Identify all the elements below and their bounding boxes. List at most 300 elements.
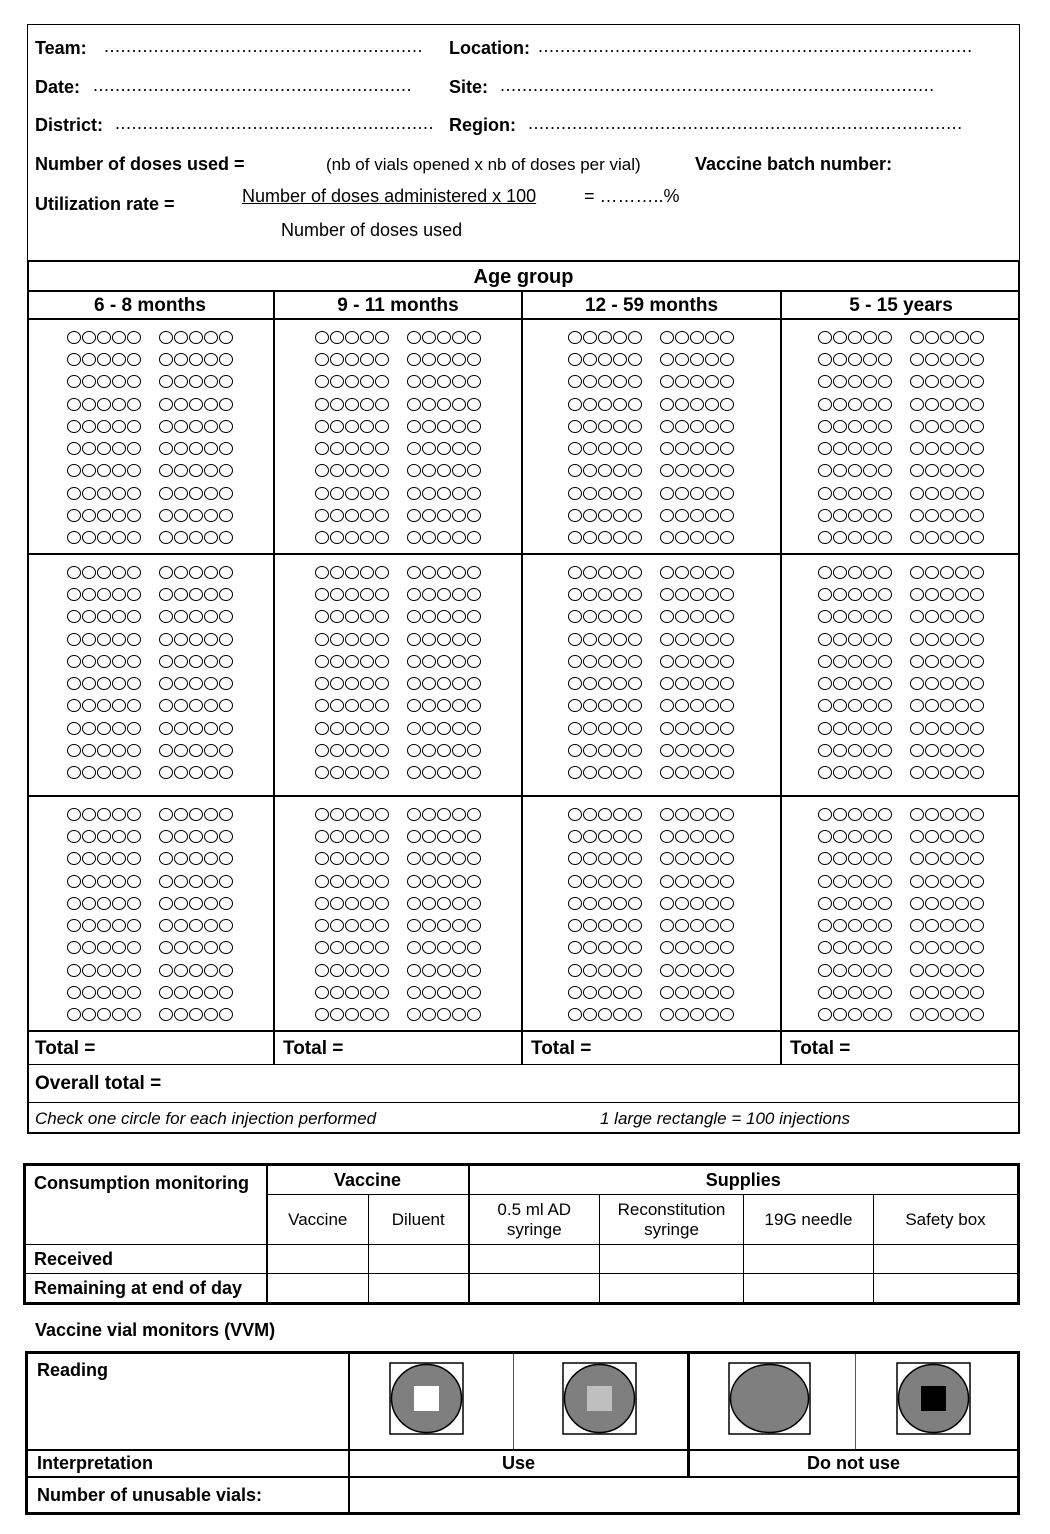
injection-circle[interactable]	[112, 442, 126, 455]
injection-circle[interactable]	[848, 875, 862, 888]
injection-circle[interactable]	[360, 588, 374, 601]
injection-circle[interactable]	[568, 588, 582, 601]
injection-circle[interactable]	[925, 808, 939, 821]
injection-circle[interactable]	[315, 964, 329, 977]
injection-circle[interactable]	[660, 487, 674, 500]
injection-circle[interactable]	[568, 808, 582, 821]
remaining-ad-syringe-cell[interactable]	[469, 1274, 600, 1304]
injection-circle[interactable]	[910, 420, 924, 433]
injection-circle[interactable]	[833, 1008, 847, 1021]
injection-circle[interactable]	[940, 398, 954, 411]
injection-circle[interactable]	[583, 331, 597, 344]
injection-circle[interactable]	[613, 610, 627, 623]
injection-circle[interactable]	[452, 353, 466, 366]
injection-circle[interactable]	[422, 398, 436, 411]
injection-circle[interactable]	[112, 1008, 126, 1021]
injection-circle[interactable]	[407, 808, 421, 821]
injection-circle[interactable]	[660, 677, 674, 690]
injection-circle[interactable]	[422, 353, 436, 366]
injection-circle[interactable]	[818, 1008, 832, 1021]
injection-circle[interactable]	[204, 964, 218, 977]
injection-circle[interactable]	[315, 875, 329, 888]
injection-circle[interactable]	[422, 699, 436, 712]
injection-circle[interactable]	[598, 722, 612, 735]
injection-circle[interactable]	[955, 766, 969, 779]
injection-circle[interactable]	[863, 420, 877, 433]
injection-circle[interactable]	[970, 655, 984, 668]
injection-circle[interactable]	[375, 588, 389, 601]
injection-circle[interactable]	[970, 531, 984, 544]
injection-circle[interactable]	[360, 487, 374, 500]
injection-circle[interactable]	[159, 722, 173, 735]
injection-circle[interactable]	[583, 1008, 597, 1021]
injection-circle[interactable]	[437, 808, 451, 821]
received-vaccine-cell[interactable]	[267, 1245, 369, 1274]
injection-circle[interactable]	[705, 875, 719, 888]
injection-circle[interactable]	[204, 655, 218, 668]
injection-circle[interactable]	[628, 808, 642, 821]
injection-circle[interactable]	[598, 852, 612, 865]
injection-circle[interactable]	[360, 610, 374, 623]
injection-circle[interactable]	[613, 442, 627, 455]
injection-circle[interactable]	[422, 655, 436, 668]
injection-circle[interactable]	[112, 588, 126, 601]
injection-circle[interactable]	[97, 852, 111, 865]
injection-circle[interactable]	[955, 633, 969, 646]
received-reconstitution-cell[interactable]	[600, 1245, 744, 1274]
injection-circle[interactable]	[452, 919, 466, 932]
injection-circle[interactable]	[675, 897, 689, 910]
injection-circle[interactable]	[174, 875, 188, 888]
injection-circle[interactable]	[598, 331, 612, 344]
injection-circle[interactable]	[174, 744, 188, 757]
injection-circle[interactable]	[452, 1008, 466, 1021]
injection-circle[interactable]	[940, 420, 954, 433]
injection-circle[interactable]	[345, 610, 359, 623]
injection-circle[interactable]	[82, 766, 96, 779]
injection-circle[interactable]	[174, 699, 188, 712]
injection-circle[interactable]	[818, 464, 832, 477]
injection-circle[interactable]	[467, 722, 481, 735]
injection-circle[interactable]	[675, 588, 689, 601]
injection-circle[interactable]	[67, 353, 81, 366]
injection-circle[interactable]	[452, 722, 466, 735]
injection-circle[interactable]	[878, 442, 892, 455]
injection-circle[interactable]	[174, 722, 188, 735]
injection-circle[interactable]	[910, 986, 924, 999]
injection-circle[interactable]	[690, 375, 704, 388]
injection-circle[interactable]	[315, 633, 329, 646]
injection-circle[interactable]	[833, 699, 847, 712]
injection-circle[interactable]	[219, 464, 233, 477]
injection-circle[interactable]	[720, 677, 734, 690]
injection-circle[interactable]	[159, 744, 173, 757]
injection-circle[interactable]	[598, 875, 612, 888]
injection-circle[interactable]	[848, 398, 862, 411]
injection-circle[interactable]	[204, 398, 218, 411]
injection-circle[interactable]	[112, 852, 126, 865]
injection-circle[interactable]	[613, 398, 627, 411]
injection-circle[interactable]	[925, 677, 939, 690]
injection-circle[interactable]	[863, 633, 877, 646]
injection-circle[interactable]	[422, 941, 436, 954]
injection-circle[interactable]	[925, 722, 939, 735]
injection-circle[interactable]	[598, 398, 612, 411]
injection-circle[interactable]	[568, 919, 582, 932]
injection-circle[interactable]	[204, 677, 218, 690]
injection-circle[interactable]	[375, 331, 389, 344]
injection-circle[interactable]	[82, 610, 96, 623]
injection-circle[interactable]	[189, 420, 203, 433]
injection-circle[interactable]	[82, 420, 96, 433]
injection-circle[interactable]	[315, 1008, 329, 1021]
injection-circle[interactable]	[437, 331, 451, 344]
injection-circle[interactable]	[660, 633, 674, 646]
injection-circle[interactable]	[422, 875, 436, 888]
injection-circle[interactable]	[970, 766, 984, 779]
overall-total-field[interactable]: Overall total =	[27, 1065, 1020, 1103]
injection-circle[interactable]	[598, 566, 612, 579]
injection-circle[interactable]	[360, 699, 374, 712]
injection-circle[interactable]	[174, 331, 188, 344]
injection-circle[interactable]	[613, 633, 627, 646]
injection-circle[interactable]	[690, 566, 704, 579]
injection-circle[interactable]	[422, 852, 436, 865]
injection-circle[interactable]	[422, 420, 436, 433]
injection-circle[interactable]	[863, 353, 877, 366]
injection-circle[interactable]	[360, 722, 374, 735]
injection-circle[interactable]	[467, 808, 481, 821]
injection-circle[interactable]	[407, 897, 421, 910]
injection-circle[interactable]	[613, 808, 627, 821]
injection-circle[interactable]	[925, 699, 939, 712]
injection-circle[interactable]	[910, 375, 924, 388]
injection-circle[interactable]	[407, 744, 421, 757]
injection-circle[interactable]	[315, 353, 329, 366]
injection-circle[interactable]	[833, 766, 847, 779]
injection-circle[interactable]	[112, 766, 126, 779]
injection-circle[interactable]	[833, 566, 847, 579]
injection-circle[interactable]	[97, 722, 111, 735]
site-field[interactable]: ...............................................................................	[500, 75, 935, 95]
injection-circle[interactable]	[848, 808, 862, 821]
injection-circle[interactable]	[910, 398, 924, 411]
injection-circle[interactable]	[628, 633, 642, 646]
injection-circle[interactable]	[345, 331, 359, 344]
injection-circle[interactable]	[583, 964, 597, 977]
injection-circle[interactable]	[910, 722, 924, 735]
injection-circle[interactable]	[818, 487, 832, 500]
injection-circle[interactable]	[204, 566, 218, 579]
injection-circle[interactable]	[375, 398, 389, 411]
injection-circle[interactable]	[437, 464, 451, 477]
injection-circle[interactable]	[437, 442, 451, 455]
injection-circle[interactable]	[112, 331, 126, 344]
injection-circle[interactable]	[360, 464, 374, 477]
injection-circle[interactable]	[598, 509, 612, 522]
injection-circle[interactable]	[67, 941, 81, 954]
injection-circle[interactable]	[568, 875, 582, 888]
injection-circle[interactable]	[910, 699, 924, 712]
injection-circle[interactable]	[848, 375, 862, 388]
injection-circle[interactable]	[452, 986, 466, 999]
injection-circle[interactable]	[452, 375, 466, 388]
injection-circle[interactable]	[174, 830, 188, 843]
injection-circle[interactable]	[660, 398, 674, 411]
injection-circle[interactable]	[407, 699, 421, 712]
injection-circle[interactable]	[204, 464, 218, 477]
injection-circle[interactable]	[675, 353, 689, 366]
injection-circle[interactable]	[568, 610, 582, 623]
injection-circle[interactable]	[940, 766, 954, 779]
injection-circle[interactable]	[818, 986, 832, 999]
injection-circle[interactable]	[878, 808, 892, 821]
injection-circle[interactable]	[583, 398, 597, 411]
injection-circle[interactable]	[568, 375, 582, 388]
injection-circle[interactable]	[878, 331, 892, 344]
injection-circle[interactable]	[407, 566, 421, 579]
injection-circle[interactable]	[330, 852, 344, 865]
injection-circle[interactable]	[127, 1008, 141, 1021]
injection-circle[interactable]	[628, 875, 642, 888]
injection-circle[interactable]	[690, 766, 704, 779]
injection-circle[interactable]	[375, 941, 389, 954]
injection-circle[interactable]	[863, 699, 877, 712]
injection-circle[interactable]	[467, 531, 481, 544]
injection-circle[interactable]	[437, 699, 451, 712]
injection-circle[interactable]	[863, 986, 877, 999]
injection-circle[interactable]	[583, 766, 597, 779]
injection-circle[interactable]	[174, 986, 188, 999]
injection-circle[interactable]	[833, 875, 847, 888]
injection-circle[interactable]	[407, 487, 421, 500]
injection-circle[interactable]	[925, 398, 939, 411]
injection-circle[interactable]	[219, 610, 233, 623]
injection-circle[interactable]	[174, 897, 188, 910]
injection-circle[interactable]	[315, 677, 329, 690]
injection-circle[interactable]	[375, 964, 389, 977]
injection-circle[interactable]	[360, 509, 374, 522]
injection-circle[interactable]	[833, 964, 847, 977]
injection-circle[interactable]	[818, 420, 832, 433]
injection-circle[interactable]	[159, 941, 173, 954]
injection-circle[interactable]	[598, 897, 612, 910]
injection-circle[interactable]	[598, 420, 612, 433]
injection-circle[interactable]	[204, 487, 218, 500]
received-ad-syringe-cell[interactable]	[469, 1245, 600, 1274]
injection-circle[interactable]	[705, 655, 719, 668]
injection-circle[interactable]	[204, 610, 218, 623]
injection-circle[interactable]	[422, 986, 436, 999]
injection-circle[interactable]	[67, 766, 81, 779]
injection-circle[interactable]	[955, 897, 969, 910]
injection-circle[interactable]	[219, 830, 233, 843]
injection-circle[interactable]	[67, 655, 81, 668]
injection-circle[interactable]	[583, 875, 597, 888]
injection-circle[interactable]	[878, 744, 892, 757]
injection-circle[interactable]	[407, 464, 421, 477]
injection-circle[interactable]	[970, 375, 984, 388]
injection-circle[interactable]	[315, 830, 329, 843]
injection-circle[interactable]	[360, 566, 374, 579]
injection-circle[interactable]	[219, 398, 233, 411]
injection-circle[interactable]	[910, 677, 924, 690]
injection-circle[interactable]	[127, 655, 141, 668]
injection-circle[interactable]	[613, 766, 627, 779]
injection-circle[interactable]	[833, 353, 847, 366]
date-field[interactable]: ..........................................................	[93, 75, 413, 95]
injection-circle[interactable]	[219, 566, 233, 579]
injection-circle[interactable]	[204, 766, 218, 779]
injection-circle[interactable]	[204, 353, 218, 366]
injection-circle[interactable]	[583, 509, 597, 522]
injection-circle[interactable]	[112, 487, 126, 500]
injection-circle[interactable]	[910, 655, 924, 668]
injection-circle[interactable]	[330, 986, 344, 999]
injection-circle[interactable]	[422, 375, 436, 388]
injection-circle[interactable]	[628, 610, 642, 623]
injection-circle[interactable]	[583, 487, 597, 500]
injection-circle[interactable]	[452, 941, 466, 954]
injection-circle[interactable]	[204, 986, 218, 999]
injection-circle[interactable]	[219, 588, 233, 601]
injection-circle[interactable]	[910, 442, 924, 455]
injection-circle[interactable]	[330, 677, 344, 690]
injection-circle[interactable]	[174, 487, 188, 500]
injection-circle[interactable]	[705, 509, 719, 522]
injection-circle[interactable]	[422, 1008, 436, 1021]
injection-circle[interactable]	[204, 897, 218, 910]
injection-circle[interactable]	[970, 487, 984, 500]
injection-circle[interactable]	[127, 566, 141, 579]
injection-circle[interactable]	[360, 375, 374, 388]
injection-circle[interactable]	[690, 919, 704, 932]
injection-circle[interactable]	[583, 610, 597, 623]
injection-circle[interactable]	[818, 331, 832, 344]
injection-circle[interactable]	[628, 897, 642, 910]
injection-circle[interactable]	[360, 744, 374, 757]
injection-circle[interactable]	[375, 919, 389, 932]
injection-circle[interactable]	[598, 808, 612, 821]
injection-circle[interactable]	[112, 699, 126, 712]
injection-circle[interactable]	[437, 986, 451, 999]
injection-circle[interactable]	[345, 566, 359, 579]
injection-circle[interactable]	[690, 830, 704, 843]
injection-circle[interactable]	[159, 986, 173, 999]
injection-circle[interactable]	[174, 353, 188, 366]
injection-circle[interactable]	[675, 964, 689, 977]
injection-circle[interactable]	[189, 464, 203, 477]
injection-circle[interactable]	[833, 677, 847, 690]
injection-circle[interactable]	[467, 633, 481, 646]
injection-circle[interactable]	[112, 633, 126, 646]
injection-circle[interactable]	[345, 420, 359, 433]
injection-circle[interactable]	[878, 610, 892, 623]
injection-circle[interactable]	[598, 766, 612, 779]
injection-circle[interactable]	[437, 964, 451, 977]
injection-circle[interactable]	[690, 610, 704, 623]
injection-circle[interactable]	[568, 677, 582, 690]
region-field[interactable]: ...............................................................................	[528, 113, 963, 133]
injection-circle[interactable]	[878, 852, 892, 865]
injection-circle[interactable]	[159, 677, 173, 690]
injection-circle[interactable]	[330, 808, 344, 821]
injection-circle[interactable]	[568, 1008, 582, 1021]
injection-circle[interactable]	[660, 722, 674, 735]
injection-circle[interactable]	[127, 986, 141, 999]
injection-circle[interactable]	[863, 487, 877, 500]
injection-circle[interactable]	[189, 677, 203, 690]
injection-circle[interactable]	[67, 830, 81, 843]
injection-circle[interactable]	[159, 919, 173, 932]
injection-circle[interactable]	[705, 941, 719, 954]
injection-circle[interactable]	[705, 1008, 719, 1021]
injection-circle[interactable]	[970, 986, 984, 999]
injection-circle[interactable]	[720, 398, 734, 411]
injection-circle[interactable]	[940, 852, 954, 865]
injection-circle[interactable]	[660, 420, 674, 433]
injection-circle[interactable]	[452, 830, 466, 843]
injection-circle[interactable]	[955, 375, 969, 388]
injection-circle[interactable]	[863, 964, 877, 977]
injection-circle[interactable]	[127, 964, 141, 977]
injection-circle[interactable]	[848, 464, 862, 477]
injection-circle[interactable]	[910, 875, 924, 888]
injection-circle[interactable]	[97, 919, 111, 932]
injection-circle[interactable]	[174, 610, 188, 623]
remaining-needle-cell[interactable]	[744, 1274, 874, 1304]
injection-circle[interactable]	[204, 442, 218, 455]
injection-circle[interactable]	[583, 353, 597, 366]
injection-circle[interactable]	[690, 677, 704, 690]
injection-circle[interactable]	[628, 588, 642, 601]
injection-circle[interactable]	[315, 531, 329, 544]
injection-circle[interactable]	[818, 677, 832, 690]
injection-circle[interactable]	[189, 830, 203, 843]
injection-circle[interactable]	[360, 420, 374, 433]
injection-circle[interactable]	[720, 964, 734, 977]
injection-circle[interactable]	[598, 353, 612, 366]
injection-circle[interactable]	[422, 566, 436, 579]
injection-circle[interactable]	[660, 875, 674, 888]
injection-circle[interactable]	[174, 420, 188, 433]
injection-circle[interactable]	[452, 610, 466, 623]
injection-circle[interactable]	[82, 875, 96, 888]
injection-circle[interactable]	[863, 852, 877, 865]
injection-circle[interactable]	[925, 986, 939, 999]
injection-circle[interactable]	[583, 744, 597, 757]
injection-circle[interactable]	[925, 919, 939, 932]
injection-circle[interactable]	[910, 610, 924, 623]
injection-circle[interactable]	[375, 744, 389, 757]
injection-circle[interactable]	[720, 1008, 734, 1021]
injection-circle[interactable]	[705, 766, 719, 779]
injection-circle[interactable]	[330, 830, 344, 843]
injection-circle[interactable]	[940, 442, 954, 455]
injection-circle[interactable]	[112, 830, 126, 843]
injection-circle[interactable]	[720, 897, 734, 910]
injection-circle[interactable]	[452, 633, 466, 646]
injection-circle[interactable]	[613, 353, 627, 366]
injection-circle[interactable]	[437, 830, 451, 843]
injection-circle[interactable]	[940, 919, 954, 932]
injection-circle[interactable]	[613, 566, 627, 579]
injection-circle[interactable]	[204, 875, 218, 888]
injection-circle[interactable]	[97, 875, 111, 888]
injection-circle[interactable]	[720, 588, 734, 601]
injection-circle[interactable]	[925, 531, 939, 544]
injection-circle[interactable]	[940, 964, 954, 977]
